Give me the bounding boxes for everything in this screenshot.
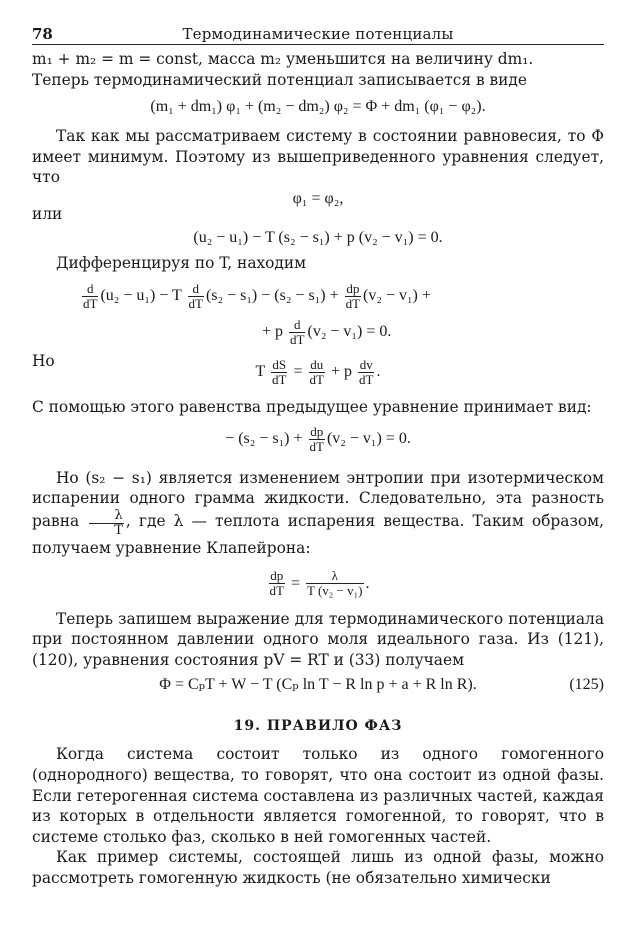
equation-number: (125): [569, 676, 604, 694]
equation-4-line-1: $\frac{d}{dT}$ (u₂ − u₁) − T $\frac{d}{dT}$ (s₂ − s₁) − (s₂ − s₁) + $\frac{dp}{dT}$ (v₂ − v₁) +: [83, 280, 431, 311]
paragraph-1a: m₁ + m₂ = m = const, масса m₂ уменьшится на величину dm₁.: [32, 50, 534, 68]
paragraph-4: С помощью этого равенства предыдущее уравнение принимает вид:: [32, 398, 592, 417]
paragraph-7: Когда система состоит только из одного гомогенного (однородного) вещества, то говорят, что она состоит из одной фазы. Если гетерогенная система составлена из различных частей, каждая из которых в отдельности является гомогенной, то говорят, что в системе столько фаз, сколько в ней гомогенных частей.: [32, 745, 604, 846]
fraction-lambda-T: $\frac{\lambda}{T}$: [89, 509, 124, 538]
fraction-lambda-Tv: $\frac{\lambda}{\text{T (v₂ − v₁)}}$: [306, 568, 363, 599]
equation-5: T $\frac{dS}{dT}$ = $\frac{du}{dT}$ + p $\frac{dv}{dT}$ .: [255, 356, 381, 387]
paragraph-5: Но (s₂ − s₁) является изменением энтропии при изотермическом испарении одного грамма жидкости. Следовательно, эта разность равна $\frac{\lambda}{T}$ , где λ — теплота испарения вещества. Таким образом, получаем уравнение Клапейрона:: [32, 468, 604, 557]
equation-3: (u₂ − u₁) − T (s₂ − s₁) + p (v₂ − v₁) = 0.: [193, 228, 443, 246]
fraction-d-dT: $\frac{d}{dT}$: [290, 316, 305, 347]
equation-5-row: [32, 349, 604, 393]
paragraph-3: Дифференцируя по T, находим: [56, 253, 307, 272]
equation-8: Φ = CₚT + W − T (Cₚ ln T − R ln p + a + R ln R). (125): [32, 672, 604, 698]
equation-4-line-2: + p $\frac{d}{dT}$ (v₂ − v₁) = 0.: [262, 316, 392, 347]
fraction-dS-dT: $\frac{dS}{dT}$: [272, 356, 287, 387]
paragraph-6: Теперь запишем выражение для термодинамического потенциала при постоянном давлении одного моля идеального газа. Из (121), (120), уравнения состояния pV = RT и (33) получаем: [32, 609, 604, 669]
paragraph-8: Как пример системы, состоящей лишь из одной фазы, можно рассмотреть гомогенную жидкость (не обязательно химически: [32, 848, 604, 887]
equation-6: − (s₂ − s₁) + $\frac{dp}{dT}$ (v₂ − v₁) = 0.: [225, 423, 411, 454]
section-heading: 19. ПРАВИЛО ФАЗ: [233, 718, 403, 735]
fraction-d-dT: $\frac{d}{dT}$: [83, 280, 98, 311]
word-ili: или: [32, 204, 63, 223]
page: [32, 22, 604, 888]
equation-7-clapeyron: $\frac{dp}{dT}$ = $\frac{\lambda}{\text{T (v₂ − v₁)}}$ .: [269, 568, 370, 599]
fraction-dp-dT: $\frac{dp}{dT}$: [345, 280, 361, 311]
fraction-d-dT: $\frac{d}{dT}$: [188, 280, 203, 311]
fraction-dv-dT: $\frac{dv}{dT}$: [359, 356, 374, 387]
fraction-du-dT: $\frac{du}{dT}$: [309, 356, 324, 387]
running-title: Термодинамические потенциалы: [182, 25, 454, 43]
paragraph-1b: Теперь термодинамический потенциал записывается в виде: [32, 70, 528, 89]
word-no: Но: [32, 352, 55, 371]
equation-2: φ₁ = φ₂,: [292, 189, 344, 207]
page-number: 78: [32, 25, 53, 43]
paragraph-2: Так как мы рассматриваем систему в состоянии равновесия, то Φ имеет минимум. Поэтому из вышеприведенного уравнения следует, что: [32, 127, 604, 187]
fraction-dp-dT: $\frac{dp}{dT}$: [269, 568, 284, 599]
fraction-dp-dT: $\frac{dp}{dT}$: [309, 423, 324, 454]
equation-1: (m₁ + dm₁) φ₁ + (m₂ − dm₂) φ₂ = Φ + dm₁ (φ₁ − φ₂).: [150, 98, 486, 116]
page-header: [32, 22, 604, 45]
